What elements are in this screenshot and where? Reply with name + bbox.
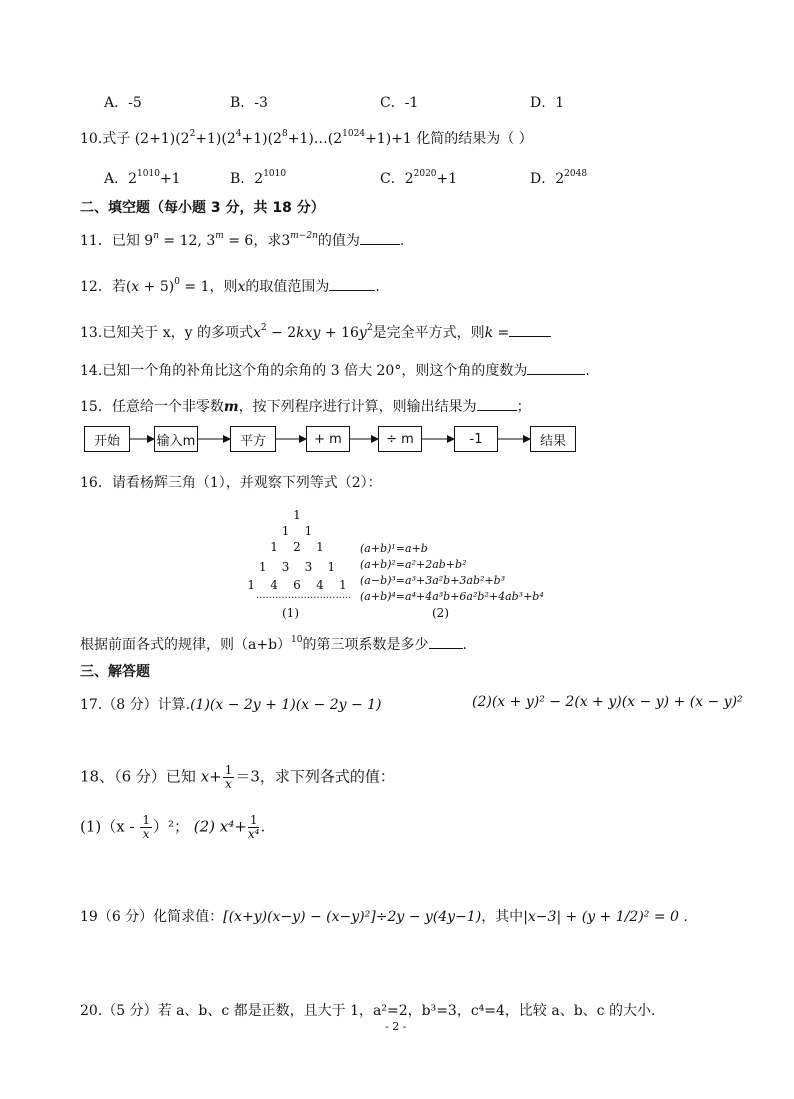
q18-fraction-3: [248, 814, 260, 841]
flow-square-box: 平方: [230, 426, 276, 452]
q17-part-2: (2)(x + y)² − 2(x + y)(x − y) + (x − y)²: [472, 694, 743, 710]
q16-blank: [429, 636, 463, 649]
q19-cond: |x−3| + (y + 1/2)² = 0 .: [523, 909, 688, 925]
pascal-row-2: 1 1: [281, 524, 313, 538]
equation-4: (a+b)⁴=a⁴+4a³b+6a²b²+4ab³+b⁴: [360, 590, 544, 603]
q12-suffix: 的取值范围为: [245, 279, 330, 295]
q14-text: 14.已知一个角的补角比这个角的余角的 3 倍大 20°，则这个角的度数为: [80, 363, 528, 379]
pascal-dots: ..............................: [256, 590, 352, 601]
question-18: [80, 764, 395, 791]
equation-3: (a−b)³=a³+3a²b+3ab²+b³: [360, 574, 506, 587]
q18-part-2-end: .: [260, 817, 266, 836]
q15-text: 15．任意给一个非零数: [80, 399, 224, 415]
page-number: - 2 -: [385, 1020, 407, 1033]
q18-frac2-num: 1: [142, 813, 150, 827]
question-19: [80, 906, 688, 926]
pascal-row-5: 1 4 6 4 1: [247, 578, 347, 592]
q18-prefix: 18、（6 分）已知: [80, 767, 196, 786]
q19-prefix: 19（6 分）化简求值：: [80, 909, 224, 925]
q18-frac3-num: 1: [249, 813, 258, 827]
q11-mid: ，求: [253, 233, 282, 249]
pascal-row-1: 1: [293, 508, 301, 522]
q18-fraction: [223, 764, 235, 791]
q11-suffix: 的值为: [317, 233, 360, 249]
q18-part-1-end: ）²；: [152, 817, 189, 836]
q10-prefix: 10.式子: [80, 131, 131, 147]
question-12: 12．若$(x + 5)^0 = 1$，则x的取值范围为 .: [80, 277, 380, 295]
q10-option-d: D．$2^{2048}$: [530, 169, 588, 187]
q9-option-c: C．-1: [380, 95, 419, 111]
q18-part-1: (1)（x -: [80, 817, 135, 836]
q18-fraction-2: [140, 814, 152, 841]
q16-power: 10: [291, 635, 303, 645]
q18-frac2-den: x: [142, 827, 150, 841]
question-14: 14.已知一个角的补角比这个角的余角的 3 倍大 20°，则这个角的度数为 .: [80, 363, 590, 379]
q18-frac3-den: x⁴: [247, 827, 260, 841]
pascal-row-4: 1 3 3 1: [258, 560, 336, 574]
question-10: 10.式子 $(2+1)(2^2+1)(2^4+1)(2^8+1)\dots(2^{1024}+1)+1$ 化简的结果为（ ）: [80, 129, 533, 147]
q18-eq: ＝3，求下列各式的值：: [235, 767, 395, 786]
q17-part-1: (1)(x − 2y + 1)(x − 2y − 1): [190, 697, 382, 713]
q15-suffix: ，按下列程序进行计算，则输出结果为: [238, 399, 477, 415]
q11-prefix: 11．已知: [80, 233, 140, 249]
q15-end: ；: [516, 399, 531, 415]
figure-label-2: (2): [432, 606, 449, 620]
question-16: 16．请看杨辉三角（1），并观察下列等式（2）：: [80, 475, 382, 491]
flow-divide-box: ÷ m: [378, 426, 422, 452]
q13-prefix: 13.已知关于 x，y 的多项式: [80, 325, 253, 341]
q13-k: k =: [484, 325, 510, 341]
q9-option-b: B．-3: [230, 95, 268, 111]
q10-option-c: C．$2^{2020}+1$: [380, 169, 458, 187]
equation-1: (a+b)¹=a+b: [360, 542, 428, 555]
q16-tail-text: 根据前面各式的规律，则（a+b）: [80, 637, 292, 653]
flow-result-box: 结果: [530, 426, 576, 452]
q10-option-a: A．$2^{1010}+1$: [104, 169, 181, 187]
flow-minus-one-box: -1: [454, 426, 498, 452]
question-16-tail: 根据前面各式的规律，则$(a+b)^{10}$的第三项系数是多少 .: [80, 635, 467, 653]
q18-frac-num: 1: [224, 763, 233, 777]
q19-mid: ，其中: [481, 909, 524, 925]
question-11: 11．已知 $9^n = 12$, $3^m = 6$，求$3^{m-2n}$的值为 .: [80, 231, 405, 249]
q18-part-2: (2) x⁴+: [193, 817, 247, 836]
flow-start-box: 开始: [84, 426, 130, 452]
q12-prefix: 12．若: [80, 279, 126, 295]
flow-input-box: 输入m: [154, 426, 198, 452]
q15-var: m: [223, 399, 239, 415]
q10-option-b: B．$2^{1010}$: [230, 169, 287, 187]
q16-tail-suffix: 的第三项系数是多少: [302, 637, 429, 653]
equation-2: (a+b)²=a²+2ab+b²: [360, 558, 467, 571]
q9-option-a: A．-5: [104, 95, 142, 111]
question-13: 13.已知关于 x，y 的多项式$x^2 - 2kxy + 16y^2$是完全平方式，则k =: [80, 322, 551, 342]
flow-add-box: + m: [306, 426, 350, 452]
q9-option-d: D．1: [530, 95, 565, 111]
pascal-row-3: 1 2 1: [270, 540, 324, 554]
section-2-heading: 二、填空题（每小题 3 分，共 18 分）: [80, 200, 325, 216]
q18-x: x+: [200, 767, 222, 786]
q13-suffix: 是完全平方式，则: [372, 325, 485, 341]
q12-var: x: [237, 279, 246, 295]
q12-mid: ，则: [209, 279, 238, 295]
q17-prefix: 17.（8 分）计算.: [80, 697, 191, 713]
question-18-parts: [80, 814, 265, 841]
question-20: 20.（5 分）若 a、b、c 都是正数，且大于 1，a²=2，b³=3，c⁴=4，比较 a、b、c 的大小.: [80, 1003, 656, 1019]
section-3-heading: 三、解答题: [80, 664, 150, 680]
question-17: [80, 694, 382, 714]
q19-expr: [(x+y)(x−y) − (x−y)²]÷2y − y(4y−1): [223, 909, 482, 925]
q10-suffix: 化简的结果为（ ）: [416, 131, 533, 147]
q18-frac-den: x: [225, 777, 232, 791]
figure-label-1: (1): [282, 606, 299, 620]
